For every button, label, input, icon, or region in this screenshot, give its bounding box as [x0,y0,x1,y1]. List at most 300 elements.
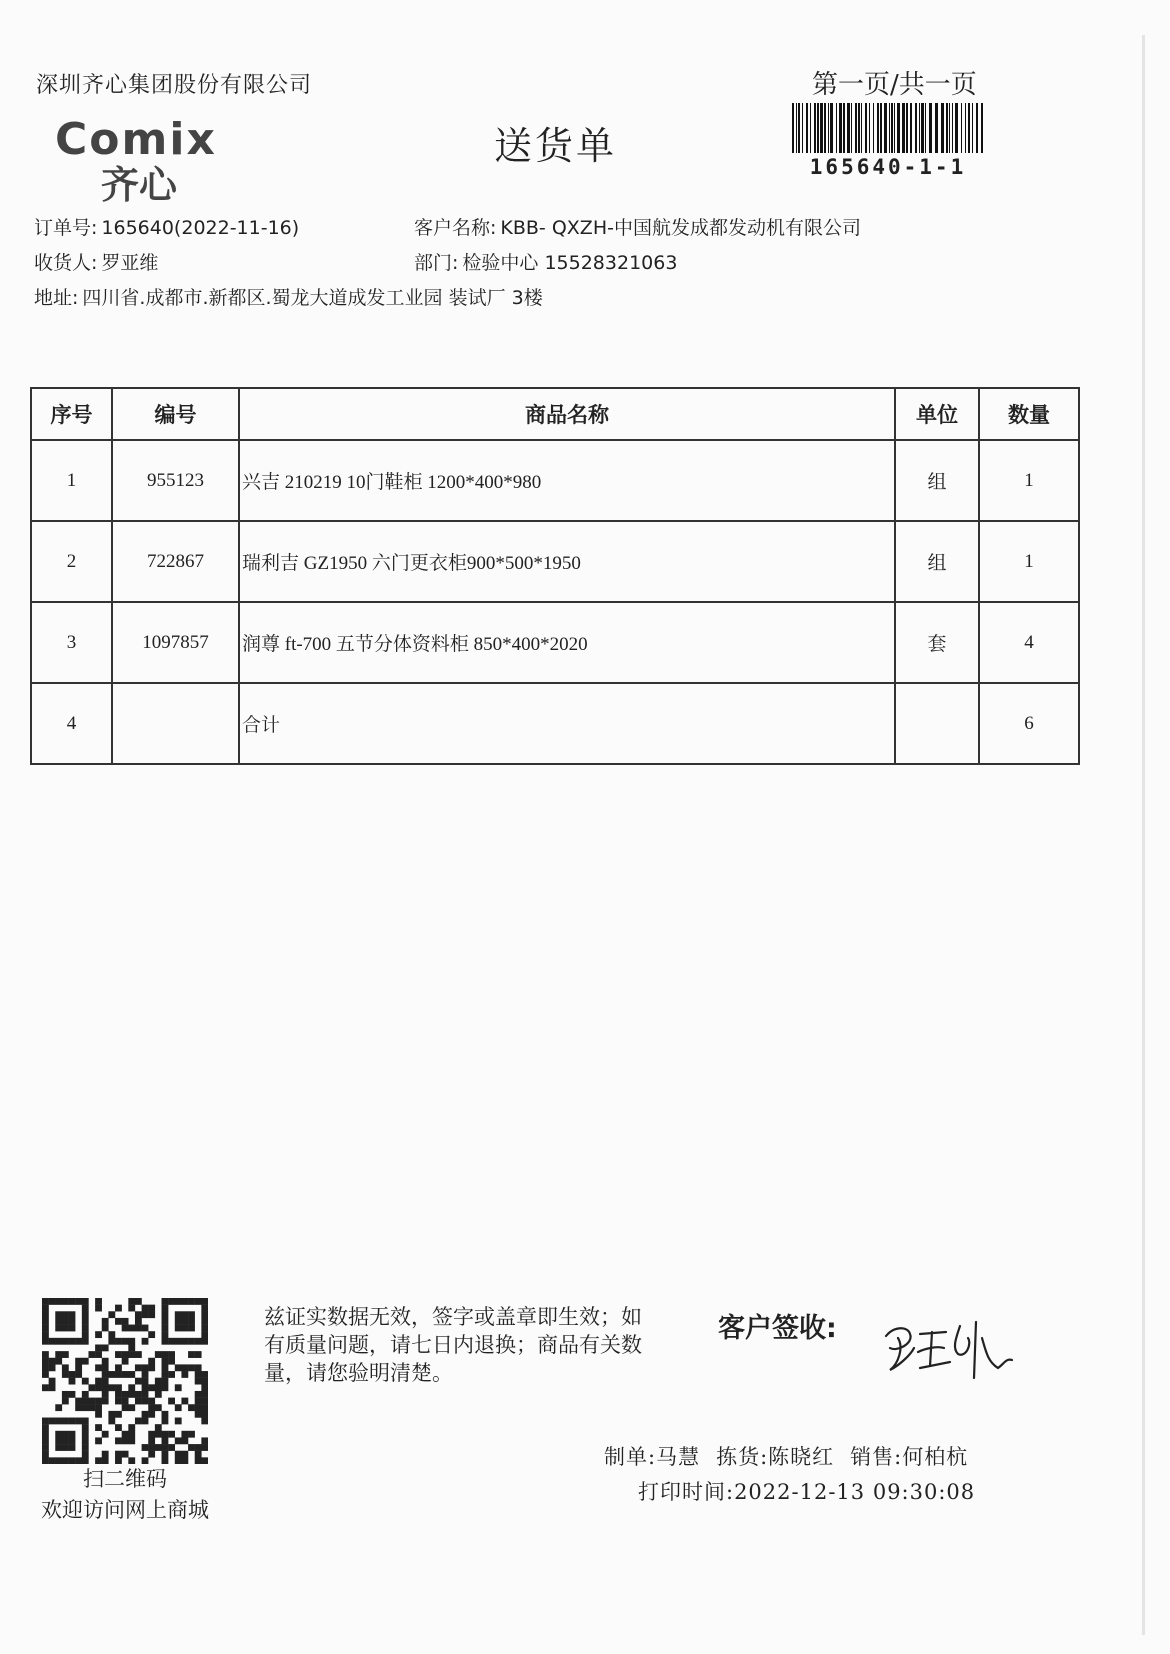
qr-finder-module [42,1331,49,1338]
receiver-value: 罗亚维 [101,252,159,274]
address [34,283,543,310]
qr-finder-module [175,1318,182,1325]
qr-module [142,1457,149,1464]
qr-finder-module [82,1338,89,1345]
qr-module [115,1318,122,1325]
qr-module [135,1391,142,1398]
qr-module [88,1351,95,1358]
qr-module [195,1404,202,1411]
barcode-bar [877,103,879,153]
qr-module [142,1391,149,1398]
qr-module [122,1398,129,1405]
qr-finder-module [69,1311,76,1318]
barcode-bar [941,103,944,153]
qr-finder-module [75,1457,82,1464]
qr-finder-module [62,1444,69,1451]
table-row [31,440,1079,521]
qr-module [195,1398,202,1405]
qr-module [148,1411,155,1418]
qr-module [175,1457,182,1464]
barcode-bar [873,103,874,153]
comix-logo [55,118,275,208]
qr-module [148,1384,155,1391]
qr-module [82,1398,89,1405]
qr-finder-module [42,1431,49,1438]
qr-module [95,1298,102,1305]
qr-module [88,1384,95,1391]
qr-module [201,1391,208,1398]
qr-finder-module [195,1338,202,1345]
qr-module [155,1378,162,1385]
barcode-bar [884,103,887,153]
qr-module [108,1371,115,1378]
qr-finder-module [42,1424,49,1431]
qr-finder-module [82,1431,89,1438]
qr-module [128,1391,135,1398]
qr-finder-module [82,1457,89,1464]
qr-finder-module [42,1298,49,1305]
qr-finder-module [175,1325,182,1332]
qr-module [115,1424,122,1431]
qr-module [95,1351,102,1358]
qr-module [62,1351,69,1358]
qr-module [69,1391,76,1398]
cell-code: 955123 [112,440,239,521]
qr-module [162,1371,169,1378]
qr-module [195,1457,202,1464]
qr-module [135,1398,142,1405]
receiver [34,248,158,275]
qr-module [201,1411,208,1418]
qr-module [122,1325,129,1332]
barcode-bar [891,103,893,153]
items-table [30,387,1080,765]
qr-module [122,1437,129,1444]
barcode-bar [952,103,953,153]
qr-module [102,1391,109,1398]
qr-module [115,1391,122,1398]
barcode-bar [836,103,837,153]
qr-finder-module [69,1325,76,1332]
qr-module [155,1404,162,1411]
qr-module [148,1451,155,1458]
cell-quantity: 1 [979,521,1079,602]
signature-image [880,1308,1020,1390]
qr-module [128,1298,135,1305]
qr-module [195,1351,202,1358]
barcode-bar [972,103,973,153]
qr-module [122,1358,129,1365]
qr-module [88,1404,95,1411]
qr-module [102,1371,109,1378]
qr-caption-welcome: 欢迎访问网上商城 [41,1498,209,1522]
qr-finder-module [69,1298,76,1305]
qr-module [201,1404,208,1411]
qr-finder-module [55,1431,62,1438]
table-row [31,521,1079,602]
qr-finder-module [42,1451,49,1458]
department [414,248,677,275]
qr-module [142,1311,149,1318]
qr-module [195,1444,202,1451]
qr-module [62,1391,69,1398]
qr-finder-module [55,1298,62,1305]
header-quantity: 数量 [979,388,1079,440]
qr-module [168,1431,175,1438]
qr-finder-module [69,1437,76,1444]
qr-module [115,1351,122,1358]
qr-module [62,1364,69,1371]
qr-finder-module [55,1311,62,1318]
qr-module [108,1311,115,1318]
qr-module [115,1371,122,1378]
qr-module [142,1444,149,1451]
qr-module [62,1398,69,1405]
qr-module [142,1364,149,1371]
qr-finder-module [201,1311,208,1318]
qr-finder-module [82,1444,89,1451]
cell-quantity: 4 [979,602,1079,683]
qr-module [82,1378,89,1385]
qr-finder-module [55,1338,62,1345]
qr-caption-scan: 扫二维码 [83,1467,167,1491]
qr-module [181,1431,188,1438]
qr-finder-module [162,1338,169,1345]
table-header-row [31,388,1079,440]
sales-person: 销售:何柏杭 [850,1445,969,1469]
qr-finder-module [82,1437,89,1444]
qr-module [201,1384,208,1391]
qr-module [115,1338,122,1345]
qr-finder-module [42,1418,49,1425]
qr-module [162,1378,169,1385]
qr-module [69,1378,76,1385]
barcode-bar [830,103,833,153]
qr-module [135,1325,142,1332]
qr-module [128,1404,135,1411]
qr-module [148,1311,155,1318]
qr-finder-module [188,1298,195,1305]
qr-module [142,1338,149,1345]
qr-module [95,1404,102,1411]
qr-module [142,1325,149,1332]
qr-module [135,1298,142,1305]
qr-module [122,1391,129,1398]
preparer: 制单:马慧 [604,1445,701,1469]
qr-module [115,1398,122,1405]
qr-module [102,1344,109,1351]
qr-module [115,1437,122,1444]
qr-module [135,1364,142,1371]
logo-brand: Comix [55,118,217,165]
qr-module [168,1444,175,1451]
qr-module [102,1364,109,1371]
qr-finder-module [162,1325,169,1332]
qr-finder-module [181,1325,188,1332]
qr-module [181,1457,188,1464]
cell-total-label: 合计 [239,683,895,764]
qr-module [162,1437,169,1444]
qr-module [162,1457,169,1464]
barcode-bar [880,103,882,153]
barcode-bar [810,103,811,153]
qr-module [195,1371,202,1378]
qr-finder-module [175,1338,182,1345]
qr-module [128,1384,135,1391]
qr-module [195,1378,202,1385]
qr-finder-module [42,1305,49,1312]
qr-finder-module [62,1311,69,1318]
qr-finder-module [55,1418,62,1425]
qr-module [102,1378,109,1385]
barcode-bar [929,103,932,153]
barcode-bar [910,103,912,153]
notice-text: 兹证实数据无效，签字或盖章即生效；如有质量问题，请七日内退换；商品有关数量，请您验明清楚。 [264,1305,642,1385]
qr-finder-module [55,1318,62,1325]
cell-code: 1097857 [112,602,239,683]
barcode-bar [817,103,819,153]
address-value: 四川省.成都市.新都区.蜀龙大道成发工业园 装试厂 3楼 [82,287,543,309]
qr-finder-module [82,1311,89,1318]
qr-finder-module [188,1338,195,1345]
header-seq: 序号 [31,388,112,440]
qr-module [155,1351,162,1358]
qr-module [162,1411,169,1418]
qr-module [82,1404,89,1411]
qr-finder-module [49,1298,56,1305]
barcode-bar [921,103,924,153]
qr-module [102,1384,109,1391]
qr-module [168,1398,175,1405]
qr-finder-module [181,1318,188,1325]
barcode-bar [869,103,870,153]
barcode-bar [925,103,926,153]
qr-finder-module [62,1338,69,1345]
qr-module [49,1378,56,1385]
barcode-bar [906,103,908,153]
qr-module [155,1384,162,1391]
qr-finder-module [188,1325,195,1332]
qr-module [162,1431,169,1438]
barcode-bar [968,103,970,153]
qr-module [108,1338,115,1345]
qr-finder-module [82,1305,89,1312]
qr-module [135,1311,142,1318]
cell-product-name: 瑞利吉 GZ1950 六门更衣柜900*500*1950 [239,521,895,602]
qr-module [115,1384,122,1391]
barcode-bar [865,103,867,153]
customer-value: KBB- QXZH-中国航发成都发动机有限公司 [500,217,861,239]
qr-finder-module [175,1311,182,1318]
cell-unit [895,683,979,764]
qr-module [181,1371,188,1378]
cell-product-name: 润尊 ft-700 五节分体资料柜 850*400*2020 [239,602,895,683]
qr-module [108,1384,115,1391]
qr-module [201,1398,208,1405]
barcode-bar [802,103,803,153]
cell-code [112,683,239,764]
qr-finder-module [42,1325,49,1332]
qr-module [162,1451,169,1458]
qr-module [128,1457,135,1464]
qr-module [115,1305,122,1312]
logo-brand-cn: 齐心 [101,163,178,207]
qr-finder-module [201,1298,208,1305]
qr-module [181,1437,188,1444]
qr-finder-module [82,1298,89,1305]
qr-module [181,1398,188,1405]
qr-finder-module [75,1338,82,1345]
qr-module [128,1424,135,1431]
qr-module [95,1384,102,1391]
qr-module [95,1305,102,1312]
qr-finder-module [69,1338,76,1345]
qr-module [188,1351,195,1358]
qr-module [75,1358,82,1365]
qr-module [175,1437,182,1444]
qr-module [62,1371,69,1378]
barcode-bar [976,103,978,153]
barcode-bar [861,103,862,153]
dept-value: 检验中心 15528321063 [462,252,678,274]
qr-module [135,1418,142,1425]
qr-module [175,1451,182,1458]
qr-finder-module [62,1437,69,1444]
qr-module [42,1364,49,1371]
qr-module [128,1431,135,1438]
qr-module [142,1418,149,1425]
qr-module [115,1411,122,1418]
barcode-bar [889,103,890,153]
barcode-number: 165640-1-1 [809,155,967,179]
cell-quantity: 1 [979,440,1079,521]
cell-unit: 套 [895,602,979,683]
qr-finder-module [62,1325,69,1332]
customer-name [414,213,861,240]
qr-module [201,1418,208,1425]
qr-finder-module [195,1298,202,1305]
qr-module [69,1371,76,1378]
qr-module [42,1384,49,1391]
qr-module [95,1437,102,1444]
table-row-total [31,683,1079,764]
qr-module [122,1351,129,1358]
qr-module [102,1451,109,1458]
qr-module [148,1437,155,1444]
qr-module [142,1398,149,1405]
qr-module [135,1318,142,1325]
qr-finder-module [55,1444,62,1451]
qr-module [95,1344,102,1351]
qr-module [162,1384,169,1391]
qr-finder-module [181,1298,188,1305]
qr-module [128,1325,135,1332]
qr-module [95,1457,102,1464]
qr-module [122,1318,129,1325]
qr-finder-module [62,1431,69,1438]
picker: 拣货:陈晓红 [716,1445,835,1469]
qr-finder-module [188,1318,195,1325]
qr-finder-module [168,1338,175,1345]
qr-module [162,1418,169,1425]
qr-module [175,1404,182,1411]
qr-module [49,1384,56,1391]
qr-finder-module [42,1444,49,1451]
qr-module [82,1358,89,1365]
barcode-bar [847,103,850,153]
qr-module [95,1424,102,1431]
qr-module [142,1411,149,1418]
qr-module [95,1364,102,1371]
qr-finder-module [55,1437,62,1444]
qr-finder-module [82,1325,89,1332]
qr-finder-module [69,1318,76,1325]
qr-finder-module [62,1298,69,1305]
qr-module [201,1437,208,1444]
qr-module [102,1358,109,1365]
qr-module [108,1331,115,1338]
barcode-bar [902,103,905,153]
qr-finder-module [162,1311,169,1318]
qr-module [188,1364,195,1371]
cell-seq: 3 [31,602,112,683]
staff-line [604,1441,968,1471]
qr-module [168,1351,175,1358]
qr-module [142,1371,149,1378]
header-code: 编号 [112,388,239,440]
qr-module [201,1457,208,1464]
customer-sign-label: 客户签收: [718,1313,837,1344]
qr-finder-module [168,1298,175,1305]
qr-finder-module [42,1457,49,1464]
qr-module [201,1371,208,1378]
qr-finder-module [69,1457,76,1464]
qr-module [175,1364,182,1371]
qr-module [55,1358,62,1365]
qr-caption [20,1464,230,1526]
qr-module [142,1378,149,1385]
qr-module [155,1431,162,1438]
qr-module [115,1364,122,1371]
qr-finder-module [82,1331,89,1338]
cell-seq: 1 [31,440,112,521]
qr-module [42,1351,49,1358]
qr-module [148,1331,155,1338]
qr-module [55,1404,62,1411]
page-indicator: 第一页/共一页 [812,70,977,100]
qr-module [148,1364,155,1371]
order-value: 165640(2022-11-16) [101,217,300,239]
header-product-name: 商品名称 [239,388,895,440]
qr-finder-module [62,1457,69,1464]
qr-module [49,1364,56,1371]
qr-module [175,1418,182,1425]
qr-module [75,1398,82,1405]
barcode-bar [965,103,966,153]
qr-finder-module [201,1318,208,1325]
table-row [31,602,1079,683]
order-number [34,213,299,240]
qr-finder-module [201,1331,208,1338]
qr-finder-module [62,1418,69,1425]
qr-finder-module [69,1444,76,1451]
barcode-bar [919,103,920,153]
qr-module [75,1371,82,1378]
barcode-bar [894,103,895,153]
qr-finder-module [69,1431,76,1438]
cell-seq: 4 [31,683,112,764]
barcode-bar [806,103,808,153]
